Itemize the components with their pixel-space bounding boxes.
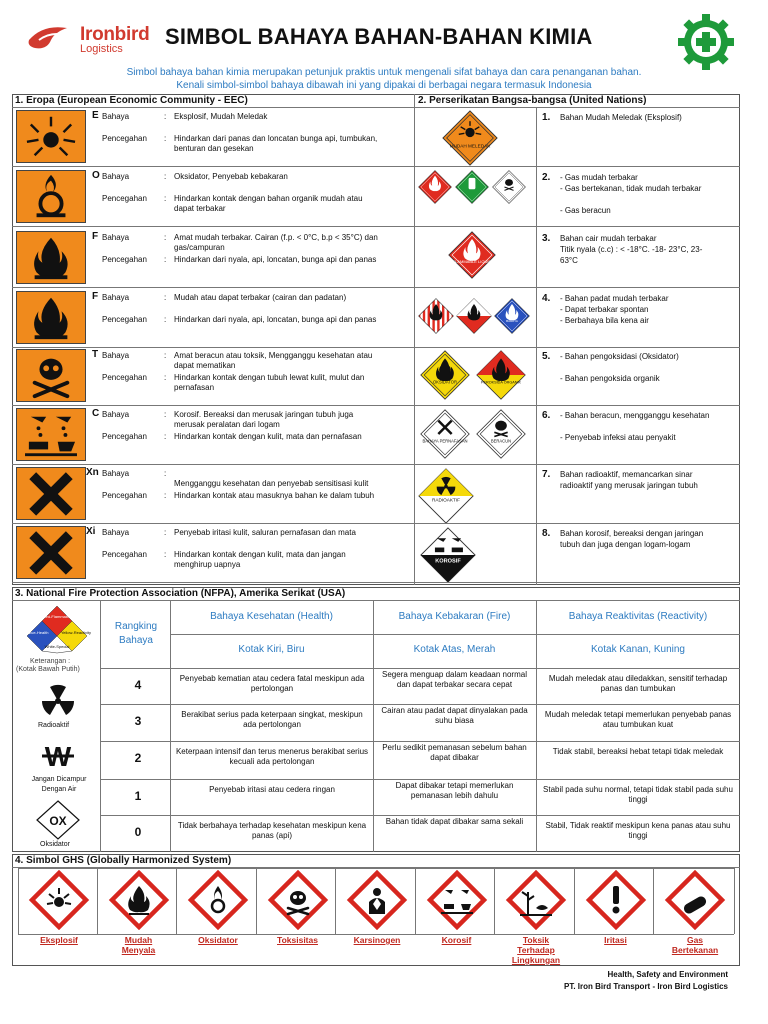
eu-bahaya-text: Eksplosif, Mudah Meledak: [174, 112, 268, 121]
eu-bahaya-label: Bahaya: [102, 469, 130, 478]
nfpa-health-cell: Berakibat serius pada keterpaan singkat, meskipun ada pertolongan: [181, 710, 363, 729]
un-text-line: Bahan cair mudah terbakar: [560, 234, 657, 243]
eu-letter: O: [92, 170, 100, 181]
nfpa-health-cell: Keterpaan intensif dan terus menerus berakibat serius kecuali ada pertolongan: [175, 747, 369, 766]
nfpa-health-cell: Penyebab kematian atau cedera fatal meskipun ada pertolongan: [179, 674, 365, 693]
eu-irritant-x-icon: [16, 526, 86, 579]
un-nonflammable-gas-sign: [455, 170, 489, 204]
un-text-line: tubuh dan juga dengan logam-logam: [560, 540, 691, 549]
un-number: 3.: [542, 233, 551, 244]
un-text-line: radioaktif yang merusak jaringan tubuh: [560, 481, 698, 490]
nfpa-reactivity-cell: Stabil pada suhu normal, tetapi tidak stabil pada suhu tinggi: [543, 785, 733, 804]
un-dangerous-when-wet-sign-label: BAHAYA: [506, 319, 518, 323]
un-toxic-sign: [476, 409, 526, 459]
logo-subname: Logistics: [80, 43, 123, 55]
eu-pencegahan-text: Hindarkan kontak dengan tubuh lewat kulit, mulut dan: [174, 373, 365, 382]
eu-pencegahan-label: Pencegahan: [102, 373, 147, 382]
eu-harmful-x-icon: [16, 467, 86, 520]
eu-pencegahan-label: Pencegahan: [102, 134, 147, 143]
ghs-label: Oksidator: [198, 935, 238, 945]
ghs-label: Eksplosif: [40, 935, 78, 945]
ghs-label: Karsinogen: [353, 935, 401, 945]
eu-flame-icon: [16, 291, 86, 344]
eu-corrosive-icon: [16, 408, 86, 461]
un-text-line: - Bahan padat mudah terbakar: [560, 294, 669, 303]
eu-bahaya-text: Oksidator, Penyebab kebakaran: [174, 172, 288, 181]
nfpa-right-label: Yellow-Reactivity: [60, 630, 92, 635]
ghs-oxidizer-icon: [181, 870, 255, 930]
nfpa-fire-cell: Perlu sedikit pemanasan sebelum bahan dapat dibakar: [382, 743, 527, 762]
eu-pencegahan-label: Pencegahan: [102, 491, 147, 500]
un-organic-peroxide-sign: [476, 350, 526, 400]
no-water-icon: [36, 740, 80, 772]
intro-text: [30, 66, 738, 92]
un-text-line: - Berbahaya bila kena air: [560, 316, 649, 325]
eu-pencegahan-text: Hindarkan kontak atau masuknya bahan ke dalam tubuh: [174, 491, 375, 500]
oxidizer-diamond-icon: [36, 800, 80, 840]
ghs-toxic-icon: [261, 870, 335, 930]
un-number: 1.: [542, 112, 551, 123]
un-number: 8.: [542, 528, 551, 539]
nfpa-rank: 3: [134, 714, 142, 728]
nfpa-reactivity-cell: Tidak stabil, bereaksi hebat tetapi tidak meledak: [552, 747, 724, 756]
nfpa-bottom-label: White-Special: [44, 644, 70, 649]
un-number: 5.: [542, 351, 551, 362]
un-text-line: - Bahan pengoksidasi (Oksidator): [560, 352, 679, 361]
un-text-line: - Gas mudah terbakar: [560, 173, 638, 182]
un-explosive-sign-label: MUDAH MELEDAK: [449, 143, 491, 149]
nfpa-fire-cell: Dapat dibakar tetapi memerlukan pemanasan lebih dahulu: [395, 781, 514, 800]
eu-bahaya-text-2: gas/campuran: [174, 243, 225, 252]
eu-pencegahan-text: Hindarkan kontak dengan bahan organik mudah atau: [174, 194, 363, 203]
ghs-explosive-icon: [22, 870, 96, 930]
un-number: 7.: [542, 469, 551, 480]
ghs-label: Toksik Terhadap Lingkungan: [511, 935, 561, 965]
un-harmful-sign-label: BAHAYA PERNAFASAN: [422, 438, 468, 444]
un-text-line: Bahan radioaktif, memancarkan sinar: [560, 470, 693, 479]
un-flammable-gas-sign: [418, 170, 452, 204]
un-number: 4.: [542, 293, 551, 304]
svg-text:W: W: [44, 741, 72, 772]
un-dangerous-when-wet-sign: [494, 298, 530, 334]
eu-bahaya-text: Mudah atau dapat terbakar (cairan dan padatan): [174, 293, 347, 302]
un-toxic-gas-sign: [492, 170, 526, 204]
ghs-flammable-icon: [102, 870, 176, 930]
eu-bahaya-label: Bahaya: [102, 112, 130, 121]
nfpa-fire-cell: Cairan atau padat dapat dinyalakan pada suhu biasa: [381, 706, 528, 725]
eu-letter: E: [92, 110, 99, 121]
eu-bahaya-text-2: Mengganggu kesehatan dan penyebab sensitisasi kulit: [174, 479, 369, 488]
un-text-line: - Gas beracun: [560, 206, 611, 215]
un-flammable-solid-sign: [418, 298, 454, 334]
un-text-line: - Penyebab infeksi atau penyakit: [560, 433, 676, 442]
eu-letter: F: [92, 291, 99, 302]
un-text-line: Bahan Mudah Meledak (Eksplosif): [560, 113, 682, 122]
section-1-2-frame: [12, 94, 740, 585]
section-4-title: 4. Simbol GHS (Globally Harmonized System): [15, 855, 232, 866]
un-oxidizer-sign: [420, 350, 470, 400]
eu-explosive-icon: [16, 110, 86, 163]
page-title: SIMBOL BAHAYA BAHAN-BAHAN KIMIA: [165, 24, 593, 49]
un-spontaneous-combustion-sign: [456, 298, 492, 334]
un-radioactive-sign: [418, 468, 474, 524]
eu-pencegahan-text-2: benturan dan gesekan: [174, 144, 254, 153]
un-harmful-sign: [420, 409, 470, 459]
ghs-corrosive-icon: [420, 870, 494, 930]
footer-line-2: PT. Iron Bird Transport - Iron Bird Logistics: [563, 982, 728, 991]
un-organic-peroxide-label: PEROKSIDA ORGANIK: [480, 380, 522, 385]
reactivity-header: Bahaya Reaktivitas (Reactivity): [568, 611, 708, 622]
eu-letter: F: [92, 231, 99, 242]
radioactive-label: Radioaktif: [38, 722, 70, 729]
eu-pencegahan-label: Pencegahan: [102, 315, 147, 324]
un-text-line: - Gas bertekanan, tidak mudah terbakar: [560, 184, 702, 193]
ghs-label: Mudah Menyala: [121, 935, 156, 955]
nfpa-diamond-icon: [22, 604, 92, 654]
eu-pencegahan-text: Hindarkan dari panas dan loncatan bunga api, tumbukan,: [174, 134, 378, 143]
health-header: Bahaya Kesehatan (Health): [210, 611, 333, 622]
fire-header: Bahaya Kebakaran (Fire): [398, 611, 511, 622]
eu-pencegahan-text-2: dapat terbakar: [174, 204, 226, 213]
nfpa-rank: 1: [134, 789, 142, 803]
un-text-line: Bahan korosif, bereaksi dengan jaringan: [560, 529, 704, 538]
eu-letter: T: [92, 349, 99, 360]
nfpa-fire-cell: Bahan tidak dapat dibakar sama sekali: [385, 817, 524, 826]
un-number: 2.: [542, 172, 551, 183]
un-oxidizer-sign-label: OKSIDATOR: [432, 379, 458, 385]
ghs-irritant-icon: [579, 870, 653, 930]
eu-bahaya-text: Amat beracun atau toksik, Mengganggu kesehatan atau: [174, 351, 373, 360]
eu-pencegahan-text-2: menghirup uapnya: [174, 560, 241, 569]
nfpa-fire-cell: Segera menguap dalam keadaan normal dan dapat terbakar secara cepat: [382, 670, 527, 689]
un-toxic-sign-label: BERACUN: [490, 438, 512, 444]
nfpa-top-label: Red-Flammable: [42, 614, 72, 619]
nfpa-rank: 0: [134, 825, 142, 839]
ghs-carcinogen-icon: [340, 870, 414, 930]
nfpa-left-label: Blue-Health: [27, 630, 49, 635]
un-radioactive-label: RADIOAKTIF: [432, 497, 460, 503]
safety-gear-icon: [676, 12, 736, 72]
un-explosive-sign: [442, 110, 498, 166]
eu-bahaya-label: Bahaya: [102, 293, 130, 302]
section-1-title: 1. Eropa (European Economic Community - EEC): [15, 95, 248, 106]
eu-oxidizer-flame-icon: [16, 170, 86, 223]
nfpa-reactivity-cell: Mudah meledak atau diledakkan, sensitif terhadap panas dan tumbukan: [548, 674, 728, 693]
eu-flame-icon: [16, 231, 86, 284]
eu-bahaya-text: Korosif. Bereaksi dan merusak jaringan tubuh juga: [174, 410, 354, 419]
intro-line-2: Kenali simbol-simbol bahaya dibawah ini yang dipakai di berbagai negara termasuk Indonesia: [176, 80, 592, 91]
eu-skull-crossbones-icon: [16, 349, 86, 402]
nfpa-rank: 4: [134, 678, 142, 692]
health-subheader: Kotak Kiri, Biru: [238, 644, 305, 655]
eu-letter: C: [92, 408, 100, 419]
eu-pencegahan-text: Hindarkan kontak dengan kulit, mata dan jangan: [174, 550, 346, 559]
no-water-label: Jangan Dicampur Dengan Air: [31, 776, 87, 793]
eu-pencegahan-label: Pencegahan: [102, 550, 147, 559]
rank-header: Rangking Bahaya: [114, 621, 158, 646]
nfpa-reactivity-cell: Stabil, Tidak reaktif meskipun kena panas atau suhu tinggi: [545, 821, 731, 840]
eu-bahaya-label: Bahaya: [102, 528, 130, 537]
eu-bahaya-text-2: dapat mematikan: [174, 361, 236, 370]
eu-pencegahan-text: Hindarkan dari nyala, api, loncatan, bunga api dan panas: [174, 255, 377, 264]
radioactive-icon: [40, 683, 76, 719]
eu-pencegahan-label: Pencegahan: [102, 194, 147, 203]
logo-name: Ironbird: [80, 24, 150, 45]
ghs-label: Gas Bertekanan: [671, 935, 719, 955]
keterangan-label: Keterangan :: [30, 658, 71, 665]
un-corrosive-label: KOROSIF: [435, 558, 461, 565]
intro-line-1: Simbol bahaya bahan kimia merupakan petunjuk praktis untuk mengenali sifat bahaya dan cara penanganan bahan.: [126, 67, 642, 78]
section-3-title: 3. National Fire Protection Association (NFPA), Amerika Serikat (USA): [15, 588, 346, 599]
un-flammable-liquid-sign-label: FLAMMABLE LIQUID: [452, 259, 492, 264]
nfpa-health-cell: Tidak berbahaya terhadap kesehatan meskipun kena panas (api): [177, 821, 367, 840]
un-text-line: Titik nyala (c.c) : < -18°C. -18- 23°C, 23-: [560, 245, 703, 254]
eu-bahaya-text-2: merusak peralatan dari logam: [174, 420, 280, 429]
eu-bahaya-label: Bahaya: [102, 233, 130, 242]
section-2-title: 2. Perserikatan Bangsa-bangsa (United Nations): [418, 95, 647, 106]
eu-pencegahan-label: Pencegahan: [102, 255, 147, 264]
eu-pencegahan-text: Hindarkan kontak dengan kulit, mata dan pernafasan: [174, 432, 362, 441]
eu-bahaya-text: Amat mudah terbakar. Cairan (f.p. < 0°C, b.p < 35°C) dan: [174, 233, 378, 242]
nfpa-reactivity-cell: Mudah meledak tetapi memerlukan penyebab panas atau tumbukan kuat: [544, 710, 732, 729]
ghs-gas-cylinder-icon: [658, 870, 732, 930]
oxidizer-label: Oksidator: [40, 841, 70, 848]
eu-pencegahan-text: Hindarkan dari nyala, api, loncatan, bunga api dan panas: [174, 315, 377, 324]
un-number: 6.: [542, 410, 551, 421]
nfpa-rank: 2: [134, 751, 142, 765]
nfpa-health-cell: Penyebab iritasi atau cedera ringan: [209, 785, 335, 794]
ghs-environment-icon: [499, 870, 573, 930]
un-text-line: - Bahan pengoksida organik: [560, 374, 660, 383]
eu-pencegahan-text-2: pernafasan: [174, 383, 215, 392]
ironbird-logo-icon: [24, 18, 76, 58]
ox-text: OX: [49, 814, 67, 828]
eu-bahaya-label: Bahaya: [102, 351, 130, 360]
ghs-label: Toksisitas: [277, 935, 318, 945]
un-text-line: - Bahan beracun, mengganggu kesehatan: [560, 411, 710, 420]
eu-bahaya-label: Bahaya: [102, 410, 130, 419]
keterangan-sub: (Kotak Bawah Putih): [16, 666, 80, 673]
eu-letter: Xn: [86, 467, 99, 478]
ghs-label: Iritasi: [604, 935, 627, 945]
footer-line-1: Health, Safety and Environment: [607, 970, 728, 979]
reactivity-subheader: Kotak Kanan, Kuning: [591, 644, 685, 655]
eu-letter: Xi: [86, 526, 96, 537]
un-text-line: 63°C: [560, 256, 578, 265]
eu-bahaya-label: Bahaya: [102, 172, 130, 181]
un-flammable-liquid-sign: [448, 231, 496, 279]
eu-bahaya-text: Penyebab iritasi kulit, saluran pernafasan dan mata: [174, 528, 356, 537]
ghs-label: Korosif: [441, 935, 472, 945]
un-text-line: - Dapat terbakar spontan: [560, 305, 649, 314]
eu-pencegahan-label: Pencegahan: [102, 432, 147, 441]
fire-subheader: Kotak Atas, Merah: [413, 644, 496, 655]
un-corrosive-sign: [420, 527, 476, 583]
